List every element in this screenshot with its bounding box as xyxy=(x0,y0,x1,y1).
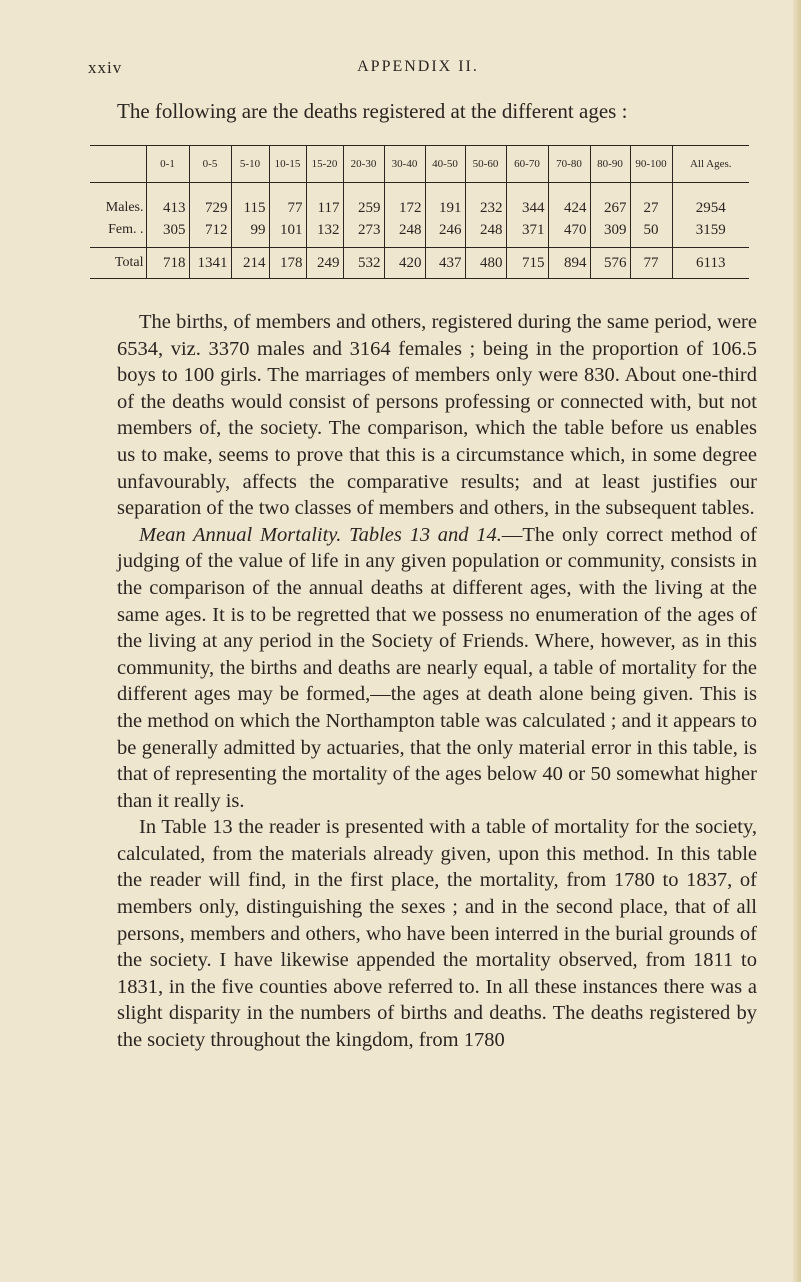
column-header: 70-80 xyxy=(548,146,590,183)
paragraph-text: The births, of members and others, registered during the same period, were 6534, viz. 3370 males and 3164 females ; being in the proportion of 106.5 boys to 100 girls. The marriages of members only were 830. About one-third of the deaths would consist of persons professing or connected with, but not members of, the society. The comparison, which the table before us enables us to make, seems to prove that this is a circumstance which, in some degree unfavourably, affects the comparative results; and at least justifies our separation of the two classes of members and others, in the subsequent tables. xyxy=(117,311,757,520)
table-cell: 470 xyxy=(548,219,590,248)
table-cell: 259 xyxy=(343,183,384,220)
table-cell: 715 xyxy=(506,248,548,279)
table-cell: 27 xyxy=(630,183,672,220)
table-intro: The following are the deaths registered at the different ages : xyxy=(117,99,628,123)
table-cell: 99 xyxy=(231,219,269,248)
table-cell: 894 xyxy=(548,248,590,279)
row-label: Total xyxy=(90,248,146,279)
table-header-row xyxy=(90,146,749,183)
column-header: 5-10 xyxy=(231,146,269,183)
table-cell: 413 xyxy=(146,183,189,220)
table-cell: 214 xyxy=(231,248,269,279)
paragraph-text: In Table 13 the reader is presented with a table of mortality for the society, calculated, from the materials already given, upon this method. In this table the reader will find, in the first place, the mortality, from 1780 to 1837, of members only, distinguishing the sexes ; and in the second place, that of all persons, members and others, who have been interred in the burial grounds of the society. I have likewise appended the mortality observed, from 1811 to 1831, in the five counties above referred to. In all these instances there was a slight disparity in the numbers of births and deaths. The deaths registered by the society throughout the kingdom, from 1780 xyxy=(117,816,757,1052)
page-edge xyxy=(793,0,801,1282)
table-cell: 371 xyxy=(506,219,548,248)
table-cell: 532 xyxy=(343,248,384,279)
table-cell: 249 xyxy=(306,248,343,279)
table-cell: 248 xyxy=(384,219,425,248)
paragraph-text: —The only correct method of judging of the value of life in any given population or community, consists in the comparison of the annual deaths at different ages, with the living at the same ages. It is to be regretted that we possess no enumeration of the ages of the living at any period in the Society of Friends. Where, however, as in this community, the births and deaths are nearly equal, a table of mortality for the different ages may be formed,—the ages at death alone being given. This is the method on which the Northampton table was calculated ; and it appears to be generally admitted by actuaries, that the only material error in this table, is that of representing the mortality of the ages below 40 or 50 somewhat higher than it really is. xyxy=(117,523,758,812)
table-cell: 480 xyxy=(465,248,506,279)
page-number: xxiv xyxy=(88,58,123,77)
table-cell: 729 xyxy=(189,183,231,220)
table-row-females xyxy=(90,219,749,248)
table-cell: 246 xyxy=(425,219,465,248)
table-cell: 178 xyxy=(269,248,306,279)
column-header: 90-100 xyxy=(630,146,672,183)
table-row-males xyxy=(90,183,749,220)
column-header: 20-30 xyxy=(343,146,384,183)
table-cell: 132 xyxy=(306,219,343,248)
table-cell: 437 xyxy=(425,248,465,279)
column-header: 40-50 xyxy=(425,146,465,183)
paragraph xyxy=(117,522,757,815)
column-header-all-ages: All Ages. xyxy=(672,146,749,183)
column-header: 0-5 xyxy=(189,146,231,183)
column-header: 10-15 xyxy=(269,146,306,183)
table-cell: 309 xyxy=(590,219,630,248)
table-cell: 712 xyxy=(189,219,231,248)
table-cell: 1341 xyxy=(189,248,231,279)
column-header: 80-90 xyxy=(590,146,630,183)
table-cell: 50 xyxy=(630,219,672,248)
table-cell: 424 xyxy=(548,183,590,220)
table-cell: 273 xyxy=(343,219,384,248)
body-text xyxy=(117,309,757,1054)
table-cell: 267 xyxy=(590,183,630,220)
column-header: 30-40 xyxy=(384,146,425,183)
table-cell: 718 xyxy=(146,248,189,279)
table-cell: 77 xyxy=(269,183,306,220)
table-cell: 420 xyxy=(384,248,425,279)
table-cell: 344 xyxy=(506,183,548,220)
column-header: 0-1 xyxy=(146,146,189,183)
section-lead: Mean Annual Mortality. Tables 13 and 14. xyxy=(139,523,502,546)
deaths-table-container xyxy=(90,145,749,279)
page-header xyxy=(88,58,728,80)
table-cell: 6113 xyxy=(672,248,749,279)
row-label: Fem. . xyxy=(108,222,144,237)
column-header: 15-20 xyxy=(306,146,343,183)
running-head: APPENDIX II. xyxy=(357,58,479,75)
table-cell: 77 xyxy=(630,248,672,279)
column-header: 60-70 xyxy=(506,146,548,183)
column-header: 50-60 xyxy=(465,146,506,183)
deaths-by-age-table xyxy=(90,145,749,279)
table-cell: 232 xyxy=(465,183,506,220)
table-cell: 191 xyxy=(425,183,465,220)
table-cell: 305 xyxy=(146,219,189,248)
table-cell: 101 xyxy=(269,219,306,248)
paragraph xyxy=(117,309,757,522)
table-cell: 2954 xyxy=(672,183,749,220)
row-label: Males. xyxy=(105,200,144,215)
table-cell: 248 xyxy=(465,219,506,248)
paragraph xyxy=(117,814,757,1053)
table-cell: 3159 xyxy=(672,219,749,248)
table-cell: 117 xyxy=(306,183,343,220)
table-cell: 172 xyxy=(384,183,425,220)
column-header xyxy=(90,146,146,183)
table-cell: 115 xyxy=(231,183,269,220)
table-cell: 576 xyxy=(590,248,630,279)
table-row-total xyxy=(90,248,749,279)
